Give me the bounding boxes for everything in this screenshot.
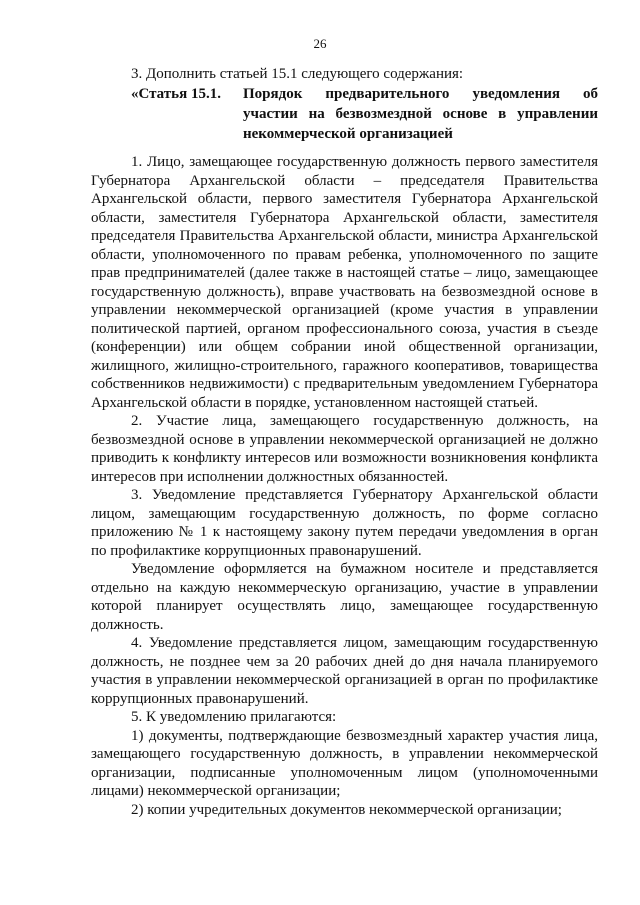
paragraph: 1. Лицо, замещающее государственную должность первого заместителя Губернатора Архангельской области – председателя Правительства Архангельской области, первого заместителя Губернатора Архангельской области, заместителя Губернатора Архангельской области, заместителя председателя Правительства Архангельской области, министра Архангельской области, уполномоченного по правам ребенка, уполномоченного по защите прав предпринимателей (далее также в настоящей статье – лицо, замещающее государственную должность), вправе участвовать на безвозмездной основе в управлении некоммерческой организацией (кроме участия в управлении политической партией, органом профессионального союза, участия в съезде (конференции) или общем собрании иной общественной организации, жилищного, жилищно-строительного, гаражного кооперативов, товарищества собственников недвижимости) с предварительным уведомлением Губернатора Архангельской области в порядке, установленном настоящей статьей.	[91, 154, 598, 411]
article-title: Порядок предварительного уведомления об участии на безвозмездной основе в управлении некоммерческой организацией	[243, 86, 598, 142]
article-label: «Статья 15.1.	[131, 86, 221, 102]
amendment-intro: 3. Дополнить статьей 15.1 следующего содержания:	[131, 66, 464, 82]
paragraph: 2. Участие лица, замещающего государственную должность, на безвозмездной основе в управлении некоммерческой организацией не должно приводить к конфликту интересов или возможности возникновения конфликта интересов при исполнении должностных обязанностей.	[91, 413, 598, 485]
paragraph: 5. К уведомлению прилагаются:	[131, 709, 337, 725]
paragraph: 2) копии учредительных документов некоммерческой организации;	[131, 801, 562, 818]
paragraph: 3. Уведомление представляется Губернатору Архангельской области лицом, замещающим государственную должность, по форме согласно приложению № 1 к настоящему закону путем передачи уведомления в орган по профилактике коррупционных правонарушений.	[91, 487, 598, 559]
article-body	[91, 153, 598, 819]
page-number: 26	[313, 36, 327, 51]
paragraph: 1) документы, подтверждающие безвозмездный характер участия лица, замещающего государственную должность, в управлении некоммерческой организации, подписанные уполномоченным лицом (уполномоченными лицами) некоммерческой организации;	[91, 727, 598, 799]
paragraph: 4. Уведомление представляется лицом, замещающим государственную должность, не позднее чем за 20 рабочих дней до дня начала планируемого участия в управлении некоммерческой организацией в орган по профилактике коррупционных правонарушений.	[91, 635, 598, 707]
paragraph: Уведомление оформляется на бумажном носителе и представляется отдельно на каждую некоммерческую организацию, участие в управлении которой планирует осуществлять лицо, замещающее государственную должность.	[91, 561, 598, 633]
